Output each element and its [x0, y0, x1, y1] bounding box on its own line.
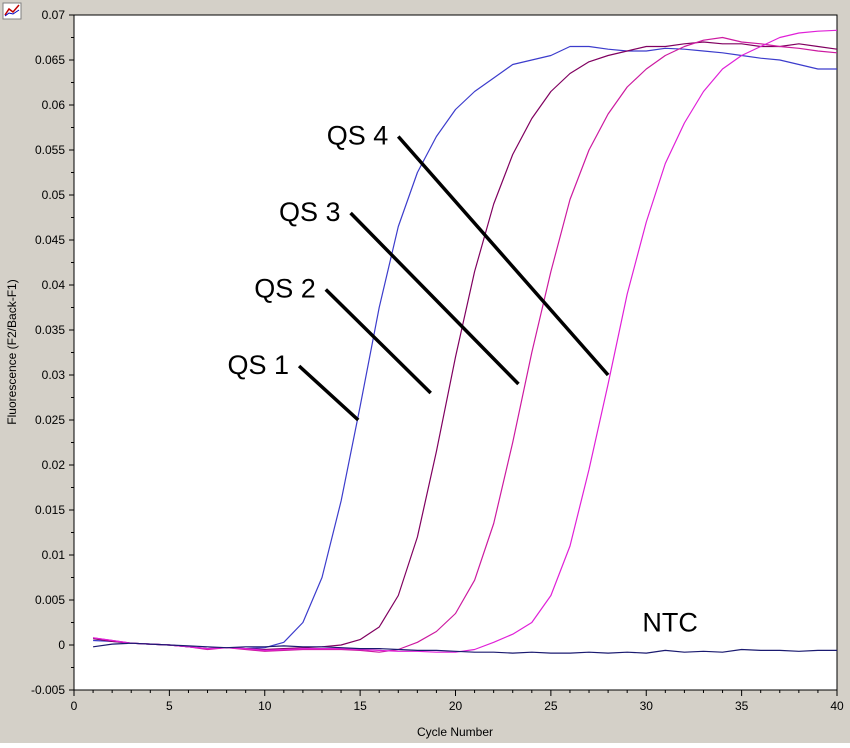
annotation-label: QS 3 [279, 197, 341, 227]
annotation-label: QS 4 [326, 120, 389, 151]
y-tick-label: 0.065 [34, 53, 65, 67]
y-tick-label: 0 [58, 638, 65, 652]
y-tick-label: 0.045 [34, 233, 65, 247]
y-tick-label: 0.025 [34, 413, 65, 427]
x-tick-label: 20 [448, 699, 463, 713]
x-tick-label: 25 [544, 699, 558, 713]
plot-area [74, 15, 837, 690]
x-tick-label: 15 [353, 699, 367, 713]
y-tick-label: 0.035 [34, 323, 65, 337]
x-axis [71, 690, 844, 713]
chart-window-icon[interactable] [3, 3, 21, 19]
x-tick-label: 30 [639, 699, 653, 713]
y-tick-label: 0.015 [34, 503, 65, 517]
y-tick-label: 0.05 [41, 188, 65, 202]
y-tick-label: 0.04 [41, 278, 65, 292]
y-axis [31, 8, 74, 697]
x-tick-label: 10 [258, 699, 272, 713]
y-tick-label: 0.02 [41, 458, 65, 472]
y-tick-label: 0.07 [41, 8, 65, 22]
annotation-label: QS 2 [254, 273, 316, 304]
y-tick-label: 0.055 [34, 143, 65, 157]
y-tick-label: 0.005 [34, 593, 65, 607]
annotation-label: NTC [642, 607, 698, 638]
x-axis-title: Cycle Number [416, 725, 494, 739]
annotation-label: QS 1 [227, 350, 290, 380]
y-tick-label: 0.06 [41, 98, 65, 112]
x-tick-label: 40 [830, 699, 844, 713]
y-tick-label: -0.005 [30, 683, 65, 697]
x-tick-label: 5 [166, 699, 173, 713]
y-tick-label: 0.01 [41, 548, 65, 562]
y-tick-label: 0.03 [41, 368, 65, 382]
y-axis-title: Fluorescence (F2/Back-F1) [5, 279, 19, 425]
x-tick-label: 0 [70, 699, 78, 713]
x-tick-label: 35 [734, 699, 749, 713]
